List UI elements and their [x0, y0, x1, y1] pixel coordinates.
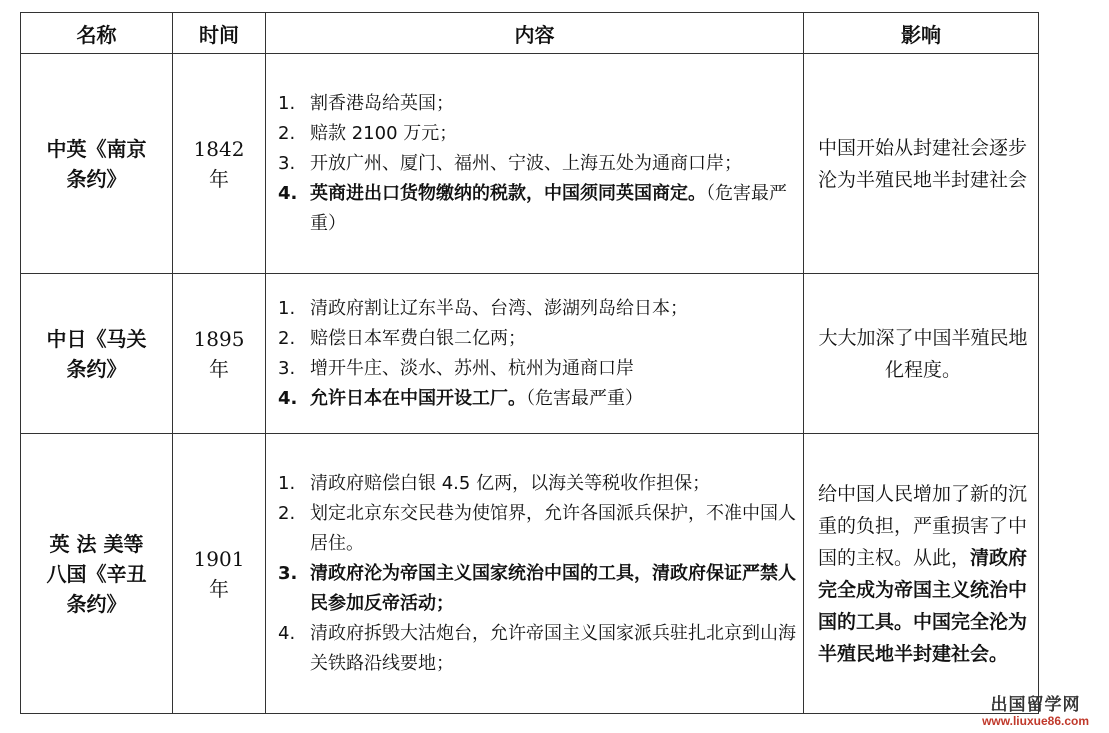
clause-text: 开放广州、厦门、福州、宁波、上海五处为通商口岸；: [310, 152, 742, 174]
clause-item: [278, 559, 797, 619]
clause-text: 割香港岛给英国；: [310, 92, 454, 114]
clause-text: 清政府割让辽东半岛、台湾、澎湖列岛给日本；: [310, 297, 688, 319]
clause-item: [278, 89, 797, 119]
treaty-name-line: 条约》: [66, 356, 127, 381]
clause-number: 1.: [278, 472, 296, 494]
treaty-year: 1842: [193, 136, 245, 161]
treaty-name-line: 条约》: [66, 166, 127, 191]
table-row: [21, 54, 1039, 274]
clause-number: 1.: [278, 92, 296, 114]
treaty-content-cell: [266, 54, 804, 274]
impact-text: 大大加深了中国半殖民地化程度。: [818, 326, 1028, 381]
clause-number: 3.: [278, 562, 298, 584]
clause-text: 清政府赔偿白银 4.5 亿两，以海关等税收作担保；: [310, 472, 711, 494]
treaty-year-unit: 年: [209, 576, 229, 601]
table-row: [21, 274, 1039, 434]
clause-item: [278, 294, 797, 324]
clause-item: [278, 619, 797, 679]
clause-number: 4.: [278, 182, 298, 204]
header-row: [21, 13, 1039, 54]
impact-text: 中国开始从封建社会逐步沦为半殖民地半封建社会: [818, 136, 1028, 191]
treaty-name-cell: [21, 434, 173, 714]
treaty-name-line: 八国《辛丑: [46, 561, 147, 586]
watermark-name: 出国留学网: [990, 695, 1081, 714]
treaty-year-unit: 年: [209, 356, 229, 381]
clause-item: [278, 179, 797, 239]
clause-list: [278, 469, 797, 679]
clause-text: 赔款 2100 万元；: [310, 122, 458, 144]
clause-text: 英商进出口货物缴纳的税款，中国须同英国商定。: [310, 182, 706, 204]
clause-number: 2.: [278, 122, 296, 144]
clause-list: [278, 294, 797, 414]
header-name: 名称: [21, 13, 173, 54]
clause-note: （危害最严重）: [526, 387, 643, 409]
treaty-year: 1901: [193, 546, 245, 571]
watermark-url: www.liuxue86.com: [982, 714, 1089, 728]
impact-text: 给中国人民增加了新的沉重的负担，严重损害了中国的主权。从此，: [818, 482, 1028, 569]
clause-item: [278, 469, 797, 499]
clause-note: （危害最严重）: [310, 182, 787, 234]
clause-item: [278, 324, 797, 354]
clause-list: [278, 89, 797, 239]
treaty-table: [20, 12, 1039, 714]
treaty-name-line: 中日《马关: [46, 326, 147, 351]
clause-text: 赔偿日本军费白银二亿两；: [310, 327, 526, 349]
treaty-content-cell: [266, 274, 804, 434]
clause-item: [278, 149, 797, 179]
treaty-year: 1895: [193, 326, 245, 351]
clause-item: [278, 384, 797, 414]
treaty-name-cell: [21, 274, 173, 434]
treaty-impact-cell: [804, 274, 1039, 434]
clause-number: 3.: [278, 357, 296, 379]
header-time: 时间: [173, 13, 266, 54]
clause-number: 2.: [278, 327, 296, 349]
site-watermark: [982, 696, 1089, 728]
treaty-year-cell: [173, 274, 266, 434]
clause-text: 划定北京东交民巷为使馆界，允许各国派兵保护，不准中国人居住。: [310, 502, 796, 554]
clause-number: 1.: [278, 297, 296, 319]
treaty-year-unit: 年: [209, 166, 229, 191]
impact-text-bold: 清政府完全成为帝国主义统治中国的工具。中国完全沦为半殖民地半封建社会。: [818, 546, 1028, 665]
clause-text: 增开牛庄、淡水、苏州、杭州为通商口岸: [310, 357, 634, 379]
header-impact: 影响: [804, 13, 1039, 54]
clause-text: 允许日本在中国开设工厂。: [310, 387, 526, 409]
clause-number: 4.: [278, 622, 296, 644]
treaty-name-cell: [21, 54, 173, 274]
clause-item: [278, 354, 797, 384]
treaty-year-cell: [173, 54, 266, 274]
treaty-year-cell: [173, 434, 266, 714]
header-content: 内容: [266, 13, 804, 54]
table-row: [21, 434, 1039, 714]
treaty-impact-cell: [804, 54, 1039, 274]
treaty-name-line: 英 法 美等: [49, 531, 144, 556]
clause-number: 2.: [278, 502, 296, 524]
treaty-content-cell: [266, 434, 804, 714]
clause-number: 4.: [278, 387, 298, 409]
clause-text: 清政府拆毁大沽炮台，允许帝国主义国家派兵驻扎北京到山海关铁路沿线要地；: [310, 622, 796, 674]
treaty-name-line: 条约》: [66, 591, 127, 616]
treaty-name-line: 中英《南京: [46, 136, 147, 161]
clause-number: 3.: [278, 152, 296, 174]
treaty-impact-cell: [804, 434, 1039, 714]
clause-item: [278, 119, 797, 149]
clause-item: [278, 499, 797, 559]
clause-text: 清政府沦为帝国主义国家统治中国的工具，清政府保证严禁人民参加反帝活动；: [310, 562, 796, 614]
